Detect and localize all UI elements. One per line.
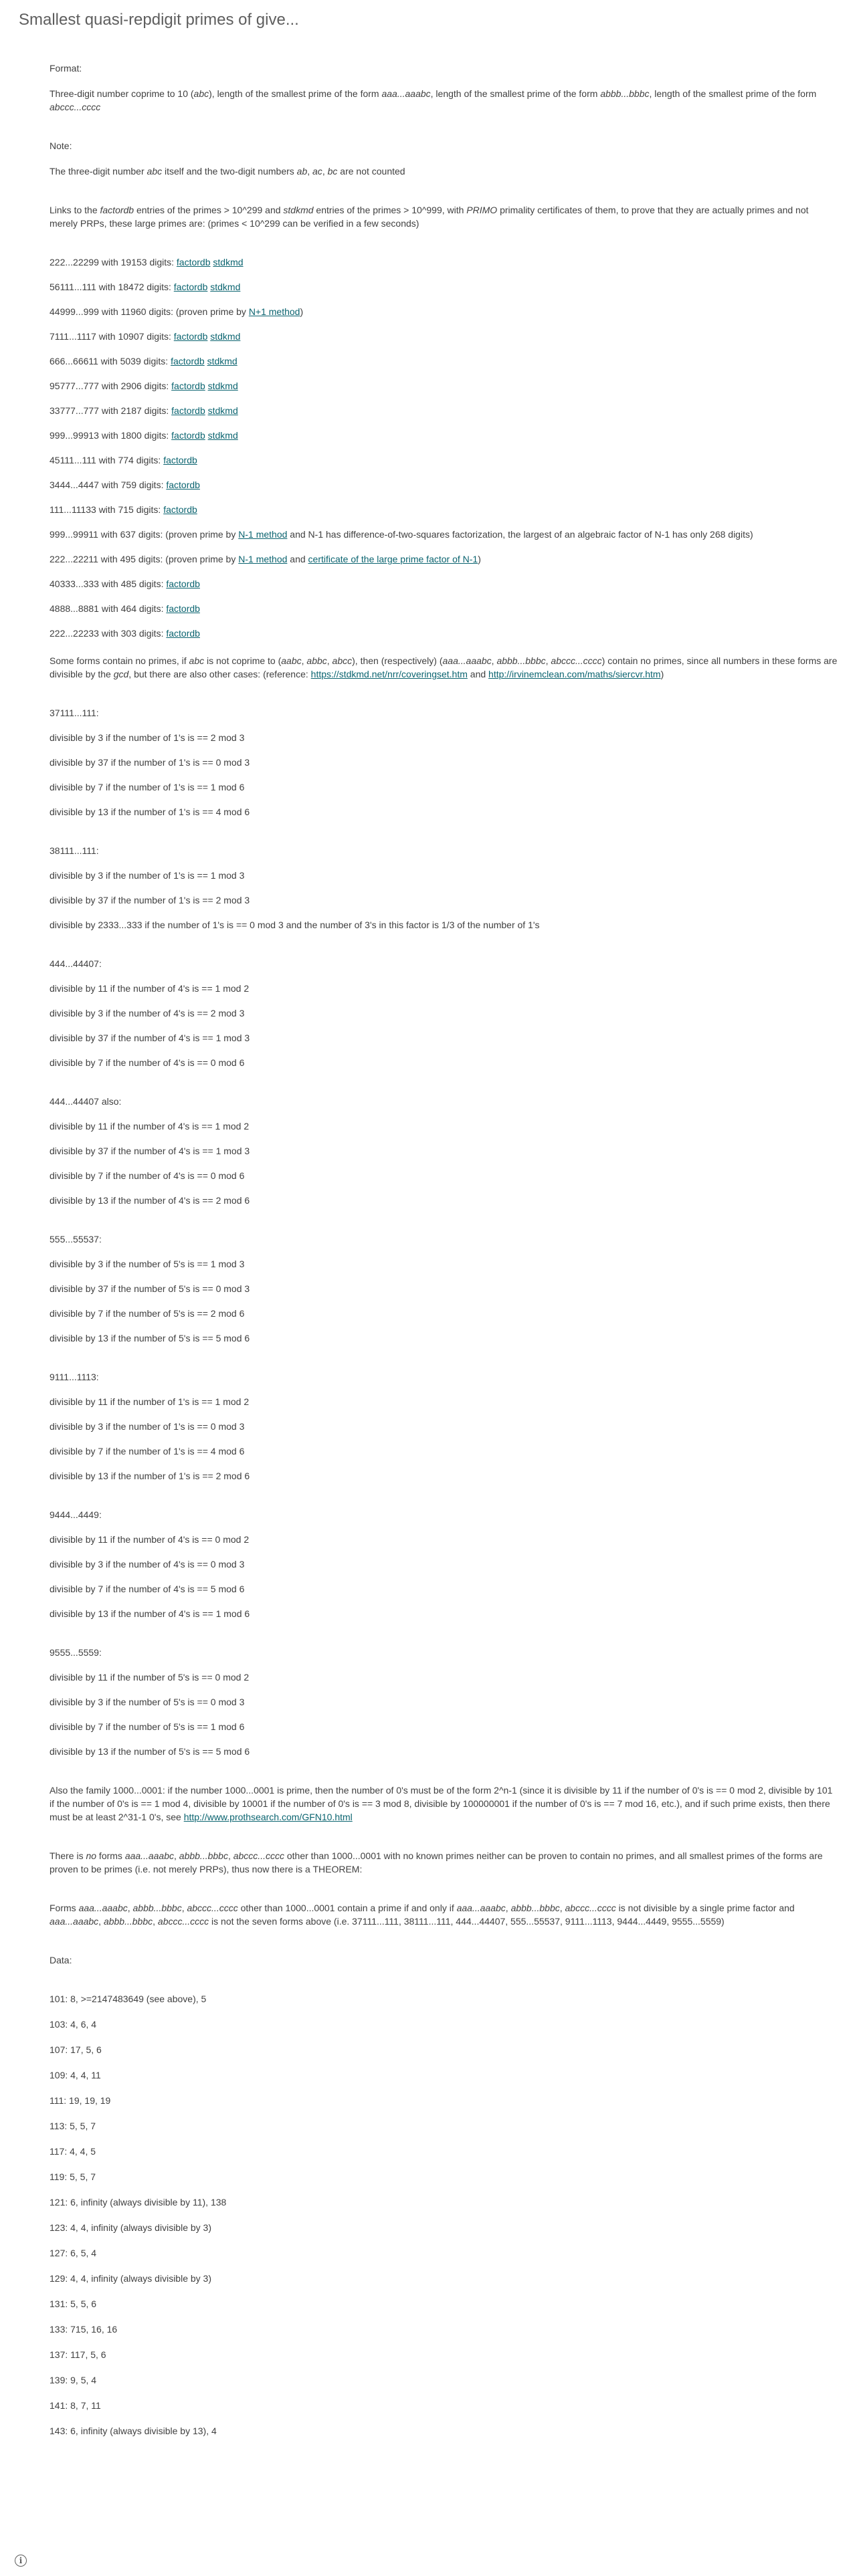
data-row: 143: 6, infinity (always divisible by 13), 4 — [50, 2426, 217, 2436]
divisibility-rule: divisible by 3 if the number of 5's is == 1 mod 3 — [50, 1259, 245, 1269]
divisibility-rule: divisible by 11 if the number of 4's is == 0 mod 2 — [50, 1534, 250, 1545]
prime-entry-text: 666...66611 with 5039 digits: — [50, 356, 171, 366]
prime-entry-text: 222...22233 with 303 digits: — [50, 628, 167, 639]
factordb-link[interactable]: factordb — [166, 628, 200, 639]
theorem-statement: Forms aaa...aaabc, abbb...bbbc, abccc...cccc other than 1000...0001 contain a prime if and only if aaa...aaabc, abbb...bbbc, abccc...cccc is not divisible by a single prime factor and aaa...aaabc, abbb...bbbc, abccc...cccc is not the seven forms above (i.e. 37111...111, 38111...111, 444...44407, 555...55537, 9111...1113, 9444...4449, 9555...5559) — [50, 1903, 795, 1927]
divisibility-rule: divisible by 3 if the number of 1's is == 0 mod 3 — [50, 1421, 245, 1432]
prime-entry-text: 56111...111 with 18472 digits: — [50, 282, 174, 292]
prime-entry — [50, 379, 839, 393]
covering-families — [50, 706, 839, 1758]
family-heading: 38111...111: — [50, 845, 99, 856]
info-icon[interactable]: i — [15, 2555, 27, 2567]
divisibility-rule: divisible by 13 if the number of 5's is == 5 mod 6 — [50, 1746, 250, 1757]
prime-entry-999-99911: 999...99911 with 637 digits: (proven prime by N-1 method and N-1 has difference-of-two-squares factorization, the largest of an algebraic factor of N-1 has only 268 digits) — [50, 529, 753, 540]
data-row: 109: 4, 4, 11 — [50, 2070, 101, 2080]
prime-entry-text: 33777...777 with 2187 digits: — [50, 405, 172, 416]
family-heading: 37111...111: — [50, 708, 99, 718]
some-forms-text: Some forms contain no primes, if abc is not coprime to (aabc, abbc, abcc), then (respectively) (aaa...aaabc, abbb...bbbc, abccc...cccc) contain no primes, since all numbers in these forms are divisible by the gcd, but there are also other cases: (reference: https://stdkmd.net/nrr/coveringset.htm and http://irvinemclean.com/maths/siercvr.htm) — [50, 655, 838, 679]
prime-entry-text: 222...22299 with 19153 digits: — [50, 257, 177, 267]
data-row: 121: 6, infinity (always divisible by 11), 138 — [50, 2197, 227, 2208]
prime-entry-text: 7111...1117 with 10907 digits: — [50, 331, 174, 342]
format-text: Three-digit number coprime to 10 (abc), length of the smallest prime of the form aaa...aaabc, length of the smallest prime of the form abbb...bbbc, length of the smallest prime of the form abccc...cccc — [50, 88, 817, 112]
prime-entry-text: 4888...8881 with 464 digits: — [50, 603, 167, 614]
data-row: 119: 5, 5, 7 — [50, 2171, 96, 2182]
data-row: 131: 5, 5, 6 — [50, 2298, 97, 2309]
factordb-link[interactable]: factordb — [176, 257, 211, 267]
certificate-link[interactable]: certificate of the large prime factor of N-1 — [308, 554, 478, 564]
prime-entry — [50, 354, 839, 368]
prime-entry-text: 111...11133 with 715 digits: — [50, 504, 164, 515]
divisibility-rule: divisible by 13 if the number of 1's is == 2 mod 6 — [50, 1471, 250, 1481]
stdkmd-link[interactable]: stdkmd — [207, 356, 237, 366]
factordb-link[interactable]: factordb — [171, 356, 205, 366]
data-row: 133: 715, 16, 16 — [50, 2324, 118, 2335]
divisibility-rule: divisible by 7 if the number of 1's is == 1 mod 6 — [50, 782, 245, 792]
divisibility-rule: divisible by 7 if the number of 5's is == 2 mod 6 — [50, 1308, 245, 1319]
prime-entry-text: 45111...111 with 774 digits: — [50, 455, 164, 465]
divisibility-rule: divisible by 11 if the number of 4's is == 1 mod 2 — [50, 1121, 250, 1132]
factordb-link[interactable]: factordb — [173, 282, 208, 292]
data-row: 113: 5, 5, 7 — [50, 2121, 96, 2131]
large-primes-list — [50, 255, 839, 516]
divisibility-rule: divisible by 37 if the number of 4's is == 1 mod 3 — [50, 1146, 250, 1156]
prime-entry — [50, 255, 839, 269]
data-row: 137: 117, 5, 6 — [50, 2349, 106, 2360]
divisibility-rule: divisible by 13 if the number of 4's is == 1 mod 6 — [50, 1608, 250, 1619]
divisibility-rule: divisible by 3 if the number of 5's is == 0 mod 3 — [50, 1697, 245, 1707]
prime-entry-text: 999...99913 with 1800 digits: — [50, 430, 172, 441]
family-heading: 444...44407: — [50, 958, 102, 969]
data-row: 139: 9, 5, 4 — [50, 2375, 97, 2385]
divisibility-rule: divisible by 37 if the number of 1's is == 2 mod 3 — [50, 895, 250, 905]
divisibility-rule: divisible by 7 if the number of 4's is == 0 mod 6 — [50, 1170, 245, 1181]
factordb-link[interactable]: factordb — [171, 405, 205, 416]
links-intro: Links to the factordb entries of the primes > 10^299 and stdkmd entries of the primes > 10^999, with PRIMO primality certificates of them, to prove that they are actually primes and not merely PRPs, these large primes are: (primes < 10^299 can be verified in a few seconds) — [50, 205, 809, 229]
note-heading: Note: — [50, 140, 72, 151]
siercvr-link[interactable]: http://irvinemclean.com/maths/siercvr.htm — [488, 669, 661, 679]
theorem-intro: There is no forms aaa...aaabc, abbb...bbbc, abccc...cccc other than 1000...0001 with no known primes neither can be proven to contain no primes, and all smallest primes of the forms are proven to be primes (i.e. not merely PRPs), thus now there is a THEOREM: — [50, 1850, 823, 1874]
divisibility-rule: divisible by 11 if the number of 4's is == 1 mod 2 — [50, 983, 250, 994]
stdkmd-link[interactable]: stdkmd — [207, 381, 238, 391]
factordb-link[interactable]: factordb — [166, 603, 200, 614]
divisibility-rule: divisible by 7 if the number of 1's is == 4 mod 6 — [50, 1446, 245, 1457]
data-row: 117: 4, 4, 5 — [50, 2146, 96, 2157]
divisibility-rule: divisible by 3 if the number of 4's is == 0 mod 3 — [50, 1559, 245, 1570]
prime-entry — [50, 453, 839, 467]
family-heading: 444...44407 also: — [50, 1096, 122, 1107]
prime-entry — [50, 627, 839, 640]
divisibility-rule: divisible by 37 if the number of 5's is == 0 mod 3 — [50, 1283, 250, 1294]
prime-entry-text: 44999...999 with 11960 digits: (proven prime by — [50, 306, 249, 317]
stdkmd-link[interactable]: stdkmd — [210, 282, 241, 292]
prime-entry — [50, 305, 839, 318]
prime-entry — [50, 429, 839, 442]
divisibility-rule: divisible by 7 if the number of 4's is == 0 mod 6 — [50, 1057, 245, 1068]
main-content — [50, 62, 839, 2450]
factordb-link[interactable]: factordb — [163, 455, 197, 465]
divisibility-rule: divisible by 37 if the number of 4's is == 1 mod 3 — [50, 1033, 250, 1043]
prime-entry — [50, 602, 839, 615]
note-text: The three-digit number abc itself and the two-digit numbers ab, ac, bc are not counted — [50, 166, 405, 177]
data-row: 127: 6, 5, 4 — [50, 2248, 97, 2258]
data-row: 107: 17, 5, 6 — [50, 2044, 102, 2055]
family-heading: 9111...1113: — [50, 1372, 99, 1382]
page-title: Smallest quasi-repdigit primes of give... — [19, 11, 299, 29]
prime-entry — [50, 478, 839, 492]
data-row: 111: 19, 19, 19 — [50, 2095, 111, 2106]
stdkmd-link[interactable]: stdkmd — [210, 331, 241, 342]
prime-entry — [50, 404, 839, 417]
divisibility-rule: divisible by 7 if the number of 4's is == 5 mod 6 — [50, 1584, 245, 1594]
divisibility-rule: divisible by 11 if the number of 5's is == 0 mod 2 — [50, 1672, 250, 1683]
stdkmd-link[interactable]: stdkmd — [207, 430, 238, 441]
factordb-link[interactable]: factordb — [173, 331, 208, 342]
also-family-text: Also the family 1000...0001: if the number 1000...0001 is prime, then the number of 0's must be of the form 2^n-1 (since it is divisible by 11 if the number of 0's is == 0 mod 2, divisible by 101 if the number of 0's is == 1 mod 4, divisible by 10001 if the number of 0's is == 3 mod 8, divisible by 100000001 if the number of 0's is == 7 mod 16, etc.), and if such prime exists, then there must be at least 2^31-1 0's, see http://www.prothsearch.com/GFN10.html — [50, 1785, 833, 1822]
stdkmd-link[interactable]: stdkmd — [213, 257, 244, 267]
prime-entry — [50, 330, 839, 343]
factordb-link[interactable]: factordb — [171, 430, 205, 441]
n-minus-1-method-link[interactable]: N-1 method — [238, 554, 288, 564]
data-list — [50, 1992, 839, 2438]
gfn10-link[interactable]: http://www.prothsearch.com/GFN10.html — [183, 1812, 353, 1822]
data-row: 129: 4, 4, infinity (always divisible by 3) — [50, 2273, 211, 2284]
format-heading: Format: — [50, 63, 82, 74]
divisibility-rule: divisible by 7 if the number of 5's is == 1 mod 6 — [50, 1721, 245, 1732]
divisibility-rule: divisible by 13 if the number of 5's is == 5 mod 6 — [50, 1333, 250, 1344]
divisibility-rule: divisible by 3 if the number of 4's is == 2 mod 3 — [50, 1008, 245, 1018]
prime-entry-text: 95777...777 with 2906 digits: — [50, 381, 172, 391]
prime-entry — [50, 503, 839, 516]
prime-entry-222-22211: 222...22211 with 495 digits: (proven prime by N-1 method and certificate of the large prime factor of N-1) — [50, 554, 481, 564]
divisibility-rule: divisible by 37 if the number of 1's is == 0 mod 3 — [50, 757, 250, 768]
prime-entry — [50, 577, 839, 591]
stdkmd-link[interactable]: stdkmd — [207, 405, 238, 416]
prime-entry-text: 3444...4447 with 759 digits: — [50, 479, 167, 490]
n-plus-1-method-link[interactable]: N+1 method — [248, 306, 300, 317]
factordb-link[interactable]: factordb — [171, 381, 205, 391]
family-heading: 9444...4449: — [50, 1509, 102, 1520]
prime-entry — [50, 280, 839, 294]
divisibility-rule: divisible by 3 if the number of 1's is == 1 mod 3 — [50, 870, 245, 881]
data-heading: Data: — [50, 1955, 72, 1965]
divisibility-rule: divisible by 11 if the number of 1's is == 1 mod 2 — [50, 1396, 250, 1407]
prime-entry-text: 40333...333 with 485 digits: — [50, 578, 167, 589]
divisibility-rule: divisible by 2333...333 if the number of 1's is == 0 mod 3 and the number of 3's in this factor is 1/3 of the number of 1's — [50, 920, 540, 930]
divisibility-rule: divisible by 13 if the number of 1's is == 4 mod 6 — [50, 807, 250, 817]
factordb-link[interactable]: factordb — [163, 504, 197, 515]
data-row: 103: 4, 6, 4 — [50, 2019, 97, 2030]
large-primes-list-2 — [50, 577, 839, 640]
prime-entry-tail: ) — [300, 306, 304, 317]
coveringset-link[interactable]: https://stdkmd.net/nrr/coveringset.htm — [310, 669, 468, 679]
factordb-link[interactable]: factordb — [166, 578, 200, 589]
data-row: 141: 8, 7, 11 — [50, 2400, 101, 2411]
data-row: 101: 8, >=2147483649 (see above), 5 — [50, 1994, 207, 2004]
n-minus-1-method-link[interactable]: N-1 method — [238, 529, 288, 540]
factordb-link[interactable]: factordb — [166, 479, 200, 490]
data-row: 123: 4, 4, infinity (always divisible by 3) — [50, 2222, 211, 2233]
divisibility-rule: divisible by 3 if the number of 1's is == 2 mod 3 — [50, 732, 245, 743]
family-heading: 9555...5559: — [50, 1647, 102, 1658]
divisibility-rule: divisible by 13 if the number of 4's is == 2 mod 6 — [50, 1195, 250, 1206]
family-heading: 555...55537: — [50, 1234, 102, 1245]
